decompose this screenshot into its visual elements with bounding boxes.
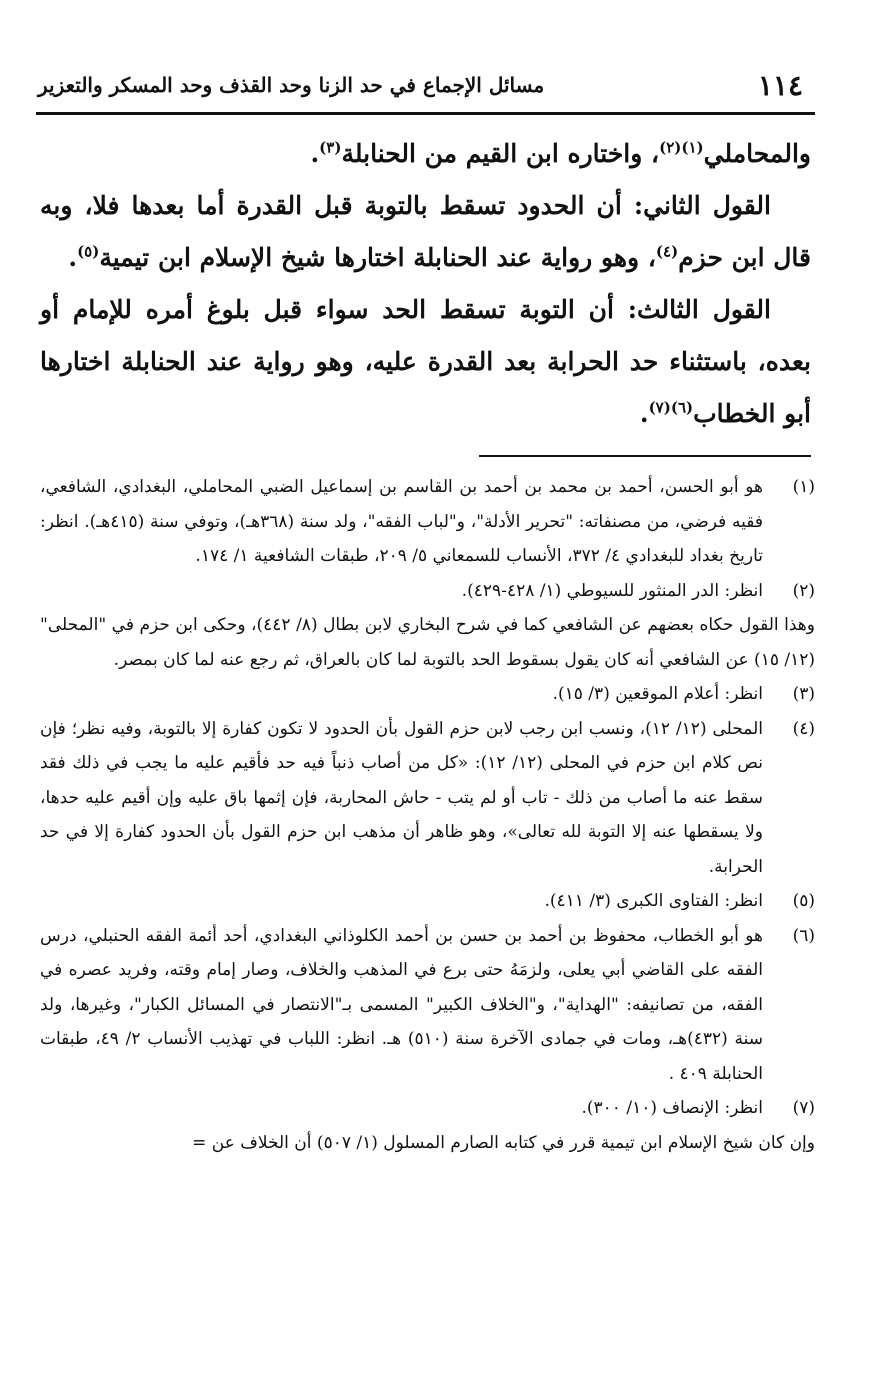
footnote-ref: (١)(٢)	[659, 138, 704, 157]
footnote-number: (٤)	[792, 718, 815, 739]
footnote-ref: (٥)	[77, 242, 100, 261]
footnote-text: انظر: الدر المنثور للسيوطي (١/ ٤٢٨-٤٢٩).	[461, 580, 763, 601]
p2-text-2: ، وهو رواية عند الحنابلة اختارها شيخ الإسلام ابن تيمية	[99, 243, 656, 272]
footnote-number: (١)	[792, 477, 815, 497]
second-opinion-term: القول الثاني:	[633, 191, 771, 220]
footnote-text: هو أبو الحسن، أحمد بن محمد بن أحمد بن القاسم بن إسماعيل الضبي المحاملي، البغدادي، الشافعي، فقيه فرضي، من مصنفاته: "تحرير الأدلة"، و"لباب الفقه"، ولد سنة (٣٦٨هـ)، وتوفي سنة (٤١٥هـ). انظر: تاريخ بغداد للبغدادي ٤/ ٣٧٢، الأنساب للسمعاني ٥/ ٢٠٩، طبقات الشافعية ١/ ١٧٤.	[40, 477, 763, 566]
main-text	[40, 128, 811, 440]
footnote-6	[40, 919, 815, 1092]
footnote-ref: (٣)	[319, 138, 342, 157]
page-header	[38, 60, 803, 110]
footnote-ref: (٦)(٧)	[648, 398, 694, 417]
header-rule	[36, 112, 815, 115]
page-number: ١١٤	[757, 68, 803, 102]
footnote-2-continuation: وهذا القول حكاه بعضهم عن الشافعي كما في شرح البخاري لابن بطال (٨/ ٤٤٢)، وحكى ابن حزم في "المحلى" (١٢/ ١٥) عن الشافعي أنه كان يقول بسقوط الحد بالتوبة لما كان بالعراق، ثم رجع عنه لما كان بمصر.	[40, 615, 815, 670]
footnote-3	[40, 677, 815, 712]
footnote-number: (٢)	[792, 580, 815, 601]
footnotes	[40, 470, 815, 1160]
paragraph-2	[40, 180, 811, 284]
footnote-number: (٥)	[792, 891, 815, 911]
p1-text-2: ، واختاره ابن القيم من الحنابلة	[341, 139, 660, 168]
footnote-ref: (٤)	[655, 242, 679, 261]
third-opinion-term: القول الثالث:	[627, 295, 771, 324]
running-title: مسائل الإجماع في حد الزنا وحد القذف وحد المسكر والتعزير	[38, 73, 545, 97]
footnote-number: (٣)	[792, 684, 815, 704]
footnote-7	[40, 1091, 815, 1126]
p1-text: والمحاملي	[703, 139, 811, 168]
p2-text: أن الحدود تسقط بالتوبة قبل القدرة أما بعدها فلا، وبه قال ابن حزم	[40, 191, 811, 272]
footnote-7-continuation: وإن كان شيخ الإسلام ابن تيمية قرر في كتابه الصارم المسلول (١/ ٥٠٧) أن الخلاف عن =	[192, 1132, 815, 1153]
p1-end: .	[310, 139, 320, 168]
paragraph-3	[40, 284, 811, 440]
footnote-text: هو أبو الخطاب، محفوظ بن أحمد بن حسن بن أحمد الكلوذاني البغدادي، أحد أئمة الفقه الحنبلي، درس الفقه على القاضي أبي يعلى، ولزمَهُ حتى برع في المذهب والخلاف، وصار إمام وقته، وفريد عصره في الفقه، من تصانيفه: "الهداية"، و"الخلاف الكبير" المسمى بـ"الانتصار في المسائل الكبار"، وغيرها، ولد سنة (٤٣٢)هـ، ومات في جمادى الآخرة سنة (٥١٠) هـ. انظر: اللباب في تهذيب الأنساب ٢/ ٤٩، طبقات الحنابلة ٤٠٩ .	[40, 925, 763, 1084]
paragraph-1	[40, 128, 811, 180]
footnote-number: (٧)	[792, 1098, 815, 1118]
footnote-text: المحلى (١٢/ ١٢)، ونسب ابن رجب لابن حزم القول بأن الحدود لا تكون كفارة إلا بالتوبة، وفيه نظر؛ فإن نص كلام ابن حزم في المحلى (١٢/ ١٢): «كل من أصاب ذنباً فيه حد فأقيم عليه ما يجب في ذلك فقد سقط عنه ما أصاب من ذلك - تاب أو لم يتب - حاش المحاربة، فإن إثمها باق عليه وإن أقيم عليه حدها، ولا يسقطها عنه إلا التوبة لله تعالى»، وهو ظاهر أن مذهب ابن حزم القول بأن الحدود كفارة إلا في حد الحرابة.	[40, 718, 764, 877]
footnote-2	[40, 574, 815, 609]
p3-end: .	[639, 399, 649, 428]
footnote-number: (٦)	[792, 925, 815, 946]
footnote-1	[40, 470, 815, 574]
footnote-5	[40, 884, 815, 919]
p2-end: .	[68, 243, 78, 272]
footnote-4	[40, 712, 815, 885]
footnote-text: انظر: أعلام الموقعين (٣/ ١٥).	[552, 684, 763, 704]
footnote-text: انظر: الإنصاف (١٠/ ٣٠٠).	[581, 1098, 763, 1118]
footnote-separator	[479, 455, 811, 457]
footnote-text: انظر: الفتاوى الكبرى (٣/ ٤١١).	[544, 891, 763, 911]
p3-text: أن التوبة تسقط الحد سواء قبل بلوغ أمره للإمام أو بعده، باستثناء حد الحرابة بعد القدرة عليه، وهو رواية عند الحنابلة اختارها أبو الخطاب	[40, 295, 811, 428]
